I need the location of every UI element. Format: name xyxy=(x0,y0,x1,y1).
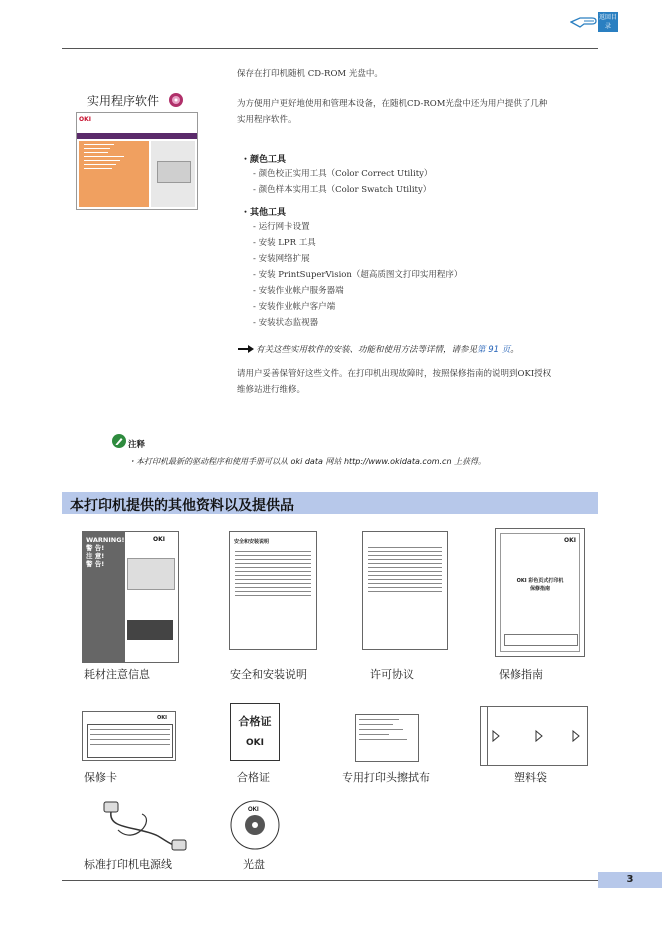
page-91-link[interactable]: 第 91 页 xyxy=(477,345,511,355)
plastic-bag xyxy=(480,706,588,766)
bag-arrow-icons xyxy=(491,729,581,743)
software-screenshot xyxy=(76,112,198,210)
cd-disc-icon xyxy=(230,800,280,850)
back-button-label: 返回目录 xyxy=(598,14,617,30)
caption-power-cord: 标准打印机电源线 xyxy=(84,858,172,871)
intro-line-2b: 实用程序软件。 xyxy=(237,115,297,125)
warranty-guide-doc xyxy=(495,528,585,657)
caption-license: 许可协议 xyxy=(370,668,414,681)
caption-warranty-card: 保修卡 xyxy=(84,771,117,784)
printhead-cleaning-cloth xyxy=(355,714,419,762)
caption-certificate: 合格证 xyxy=(237,771,270,784)
keep-note-b: 维修站进行维修。 xyxy=(237,385,306,395)
tool-item: - 安装网络扩展 xyxy=(253,254,310,264)
consumables-warning-doc xyxy=(82,531,179,663)
software-title: 实用程序软件 xyxy=(87,94,160,108)
caption-consumables: 耗材注意信息 xyxy=(84,668,150,681)
tool-item: - 安装状态监视器 xyxy=(253,318,319,328)
header-rule xyxy=(62,48,598,49)
license-agreement-doc xyxy=(362,531,448,650)
certificate-logo: OKI xyxy=(246,738,264,748)
caption-plastic-bag: 塑料袋 xyxy=(514,771,547,784)
caption-cd: 光盘 xyxy=(243,858,265,871)
screenshot-menu-bar xyxy=(77,133,197,139)
safety-doc-heading: 安全和安装说明 xyxy=(234,539,270,545)
intro-line-2a: 为方便用户更好地使用和管理本设备，在随机CD-ROM光盘中还为用户提供了几种 xyxy=(237,99,548,109)
guide-logo: OKI xyxy=(564,537,576,544)
tool-item: - 颜色校正实用工具（Color Correct Utility） xyxy=(253,169,433,179)
warranty-card xyxy=(82,711,176,761)
tool-item: - 颜色样本实用工具（Color Swatch Utility） xyxy=(253,185,432,195)
card-logo: OKI xyxy=(157,715,167,721)
reference-line xyxy=(238,343,519,355)
cd-icon xyxy=(168,92,184,108)
tool-item: - 安装作业帐户服务器端 xyxy=(253,286,344,296)
tool-item: - 安装作业帐户客户端 xyxy=(253,302,336,312)
caption-cleaning-cloth: 专用打印头擦拭布 xyxy=(342,771,430,784)
back-to-contents-button[interactable] xyxy=(570,12,622,32)
page-number: 3 xyxy=(598,872,662,888)
certificate-heading: 合格证 xyxy=(238,715,272,728)
caption-warranty-guide: 保修指南 xyxy=(499,668,543,681)
svg-text:OKI: OKI xyxy=(248,807,259,813)
intro-line-1: 保存在打印机随机 CD-ROM 光盘中。 xyxy=(237,69,383,79)
screenshot-logo: OKI xyxy=(79,116,91,123)
right-arrow-icon xyxy=(238,345,254,353)
note-text: ・本打印机最新的驱动程序和使用手册可以从 oki data 网站 http://www.okidata.com.cn 上获得。 xyxy=(128,457,487,466)
screenshot-menu-panel xyxy=(79,141,149,207)
caption-safety: 安全和安装说明 xyxy=(230,668,307,681)
screenshot-printer-image xyxy=(151,141,195,207)
tool-item: - 安装 PrintSuperVision（超高质图文打印实用程序） xyxy=(253,270,463,280)
doc-logo: OKI xyxy=(153,536,165,543)
pointing-hand-icon xyxy=(570,15,598,29)
color-tools-heading: ・颜色工具 xyxy=(241,155,287,165)
reference-end: 。 xyxy=(510,345,519,355)
tool-item: - 安装 LPR 工具 xyxy=(253,238,316,248)
pencil-note-icon xyxy=(111,433,127,449)
footer-rule xyxy=(62,880,598,881)
note-label: 注释 xyxy=(128,440,146,450)
warning-heading: WARNING! 警 告! 注 意! 警 告! xyxy=(86,536,125,568)
guide-cover-title: OKI 彩色页式打印机 保修指南 xyxy=(516,578,564,592)
other-tools-heading: ・其他工具 xyxy=(241,208,287,218)
section-title: 本打印机提供的其他资料以及提供品 xyxy=(70,498,294,514)
keep-note-a: 请用户妥善保管好这些文件。在打印机出现故障时，按照保修指南的说明到OKI授权 xyxy=(237,369,552,379)
reference-text: 有关这些实用软件的安装、功能和使用方法等详情，请参见 xyxy=(256,345,478,355)
safety-install-doc xyxy=(229,531,317,650)
power-cord-icon xyxy=(98,800,188,852)
certificate xyxy=(230,703,280,761)
tool-item: - 运行网卡设置 xyxy=(253,222,310,232)
